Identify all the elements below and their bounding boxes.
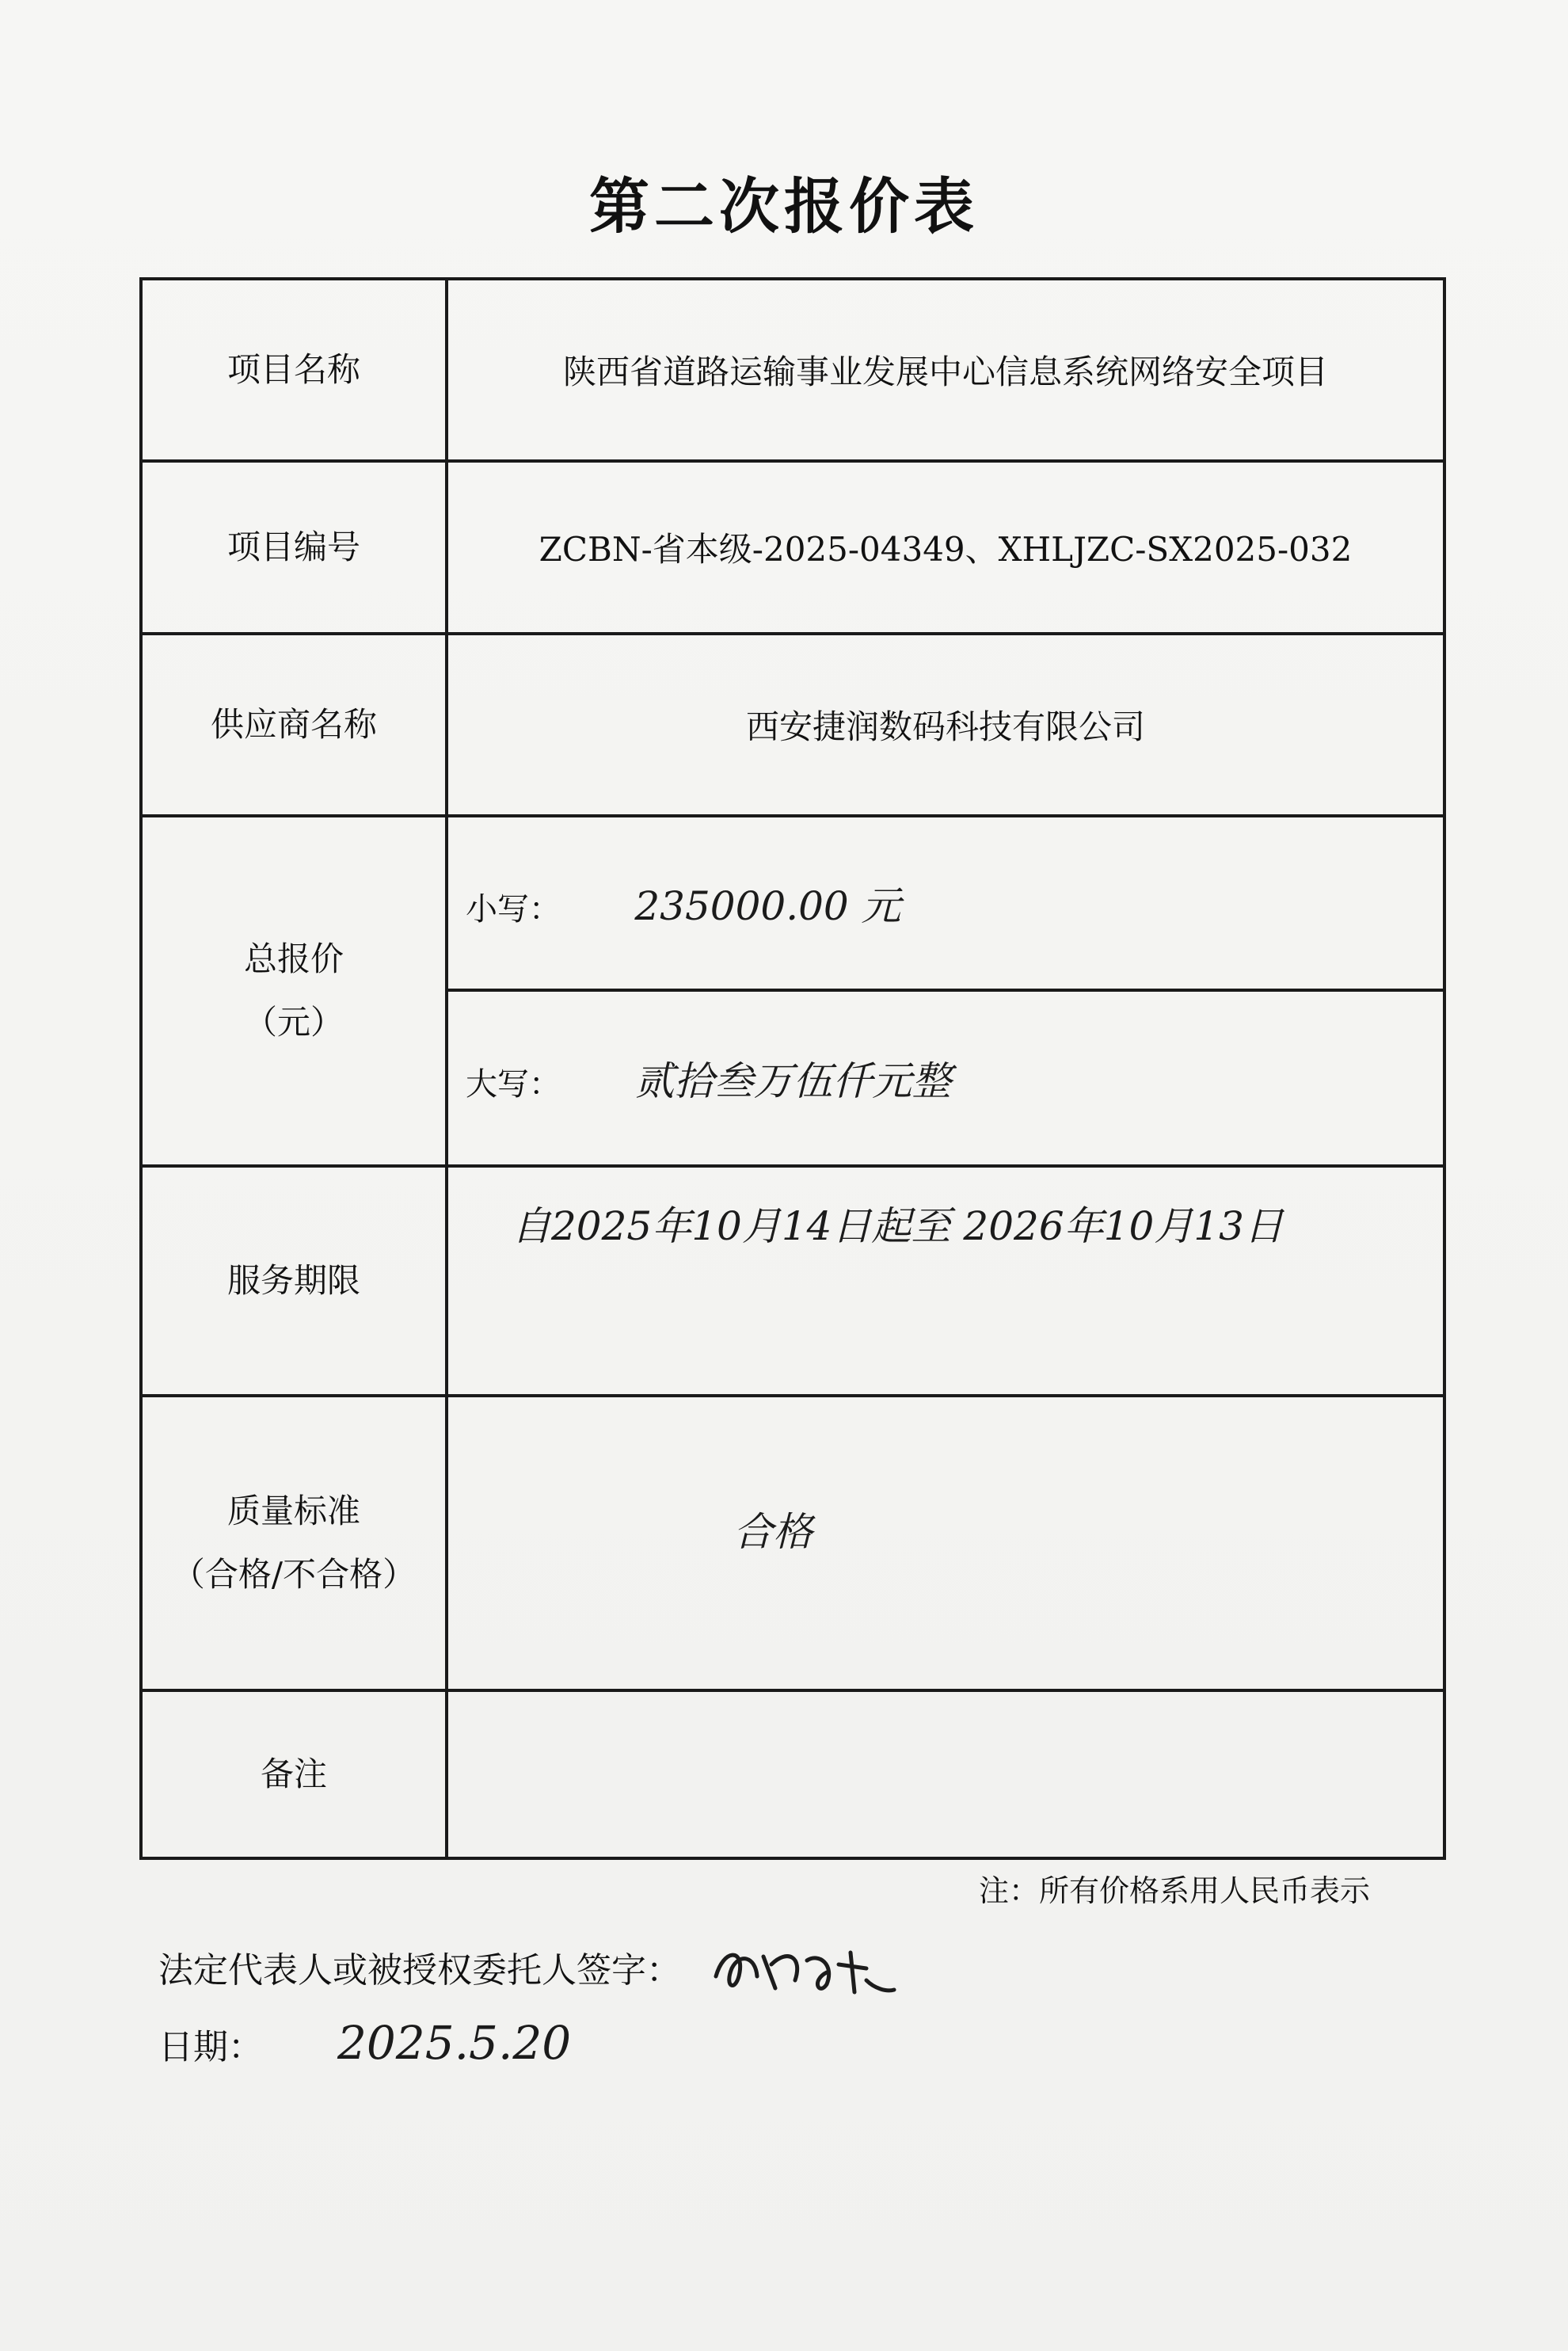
upper-case-amount: 贰拾叁万伍仟元整: [634, 1058, 952, 1104]
label-quality: [141, 1396, 447, 1690]
table-row-total-price-lower: [141, 816, 1444, 990]
upper-case-label: 大写：: [466, 1066, 561, 1103]
date-value: 2025.5.20: [337, 2016, 572, 2070]
value-project-name: 陕西省道路运输事业发展中心信息系统网络安全项目: [447, 279, 1444, 461]
label-quality-line1: 质量标准: [226, 1492, 360, 1531]
date-row: [158, 2016, 571, 2070]
value-supplier: 西安捷润数码科技有限公司: [447, 634, 1444, 816]
value-remarks: [447, 1690, 1444, 1858]
lower-case-amount: 235000.00 元: [634, 883, 901, 929]
label-supplier: 供应商名称: [141, 634, 447, 816]
label-project-name: 项目名称: [141, 279, 447, 461]
label-remarks: 备注: [141, 1690, 447, 1858]
handwritten-signature: [708, 1933, 898, 2013]
label-total-price-line2: （元）: [243, 1003, 344, 1042]
table-row-quality: [141, 1396, 1444, 1690]
table-row-project-number: [141, 461, 1444, 634]
value-total-price-lower: [447, 816, 1444, 990]
value-service-period-cell: [447, 1166, 1444, 1396]
label-total-price-line1: 总报价: [243, 939, 344, 979]
value-service-period: 自2025年10月14日起至 2026年10月13日: [512, 1203, 1284, 1249]
label-project-number: 项目编号: [141, 461, 447, 634]
label-service-period: 服务期限: [141, 1166, 447, 1396]
table-row-remarks: [141, 1690, 1444, 1858]
table-row-project-name: [141, 279, 1444, 461]
label-quality-line2: （合格/不合格）: [171, 1555, 417, 1594]
date-label: 日期：: [158, 2027, 263, 2067]
currency-note: 注：所有价格系用人民币表示: [978, 1873, 1370, 1908]
table-row-supplier: [141, 634, 1444, 816]
value-quality: 合格: [733, 1509, 813, 1555]
value-quality-cell: [447, 1396, 1444, 1690]
document-title: 第二次报价表: [589, 171, 979, 242]
value-total-price-upper: [447, 990, 1444, 1166]
table-row-service-period: [141, 1166, 1444, 1396]
quote-table: [139, 277, 1446, 1860]
value-project-number: ZCBN-省本级-2025-04349、XHLJZC-SX2025-032: [447, 461, 1444, 634]
label-total-price: [141, 816, 447, 1166]
signature-row: [158, 1933, 898, 2013]
signature-label: 法定代表人或被授权委托人签字：: [158, 1950, 681, 1991]
lower-case-label: 小写：: [466, 891, 561, 928]
